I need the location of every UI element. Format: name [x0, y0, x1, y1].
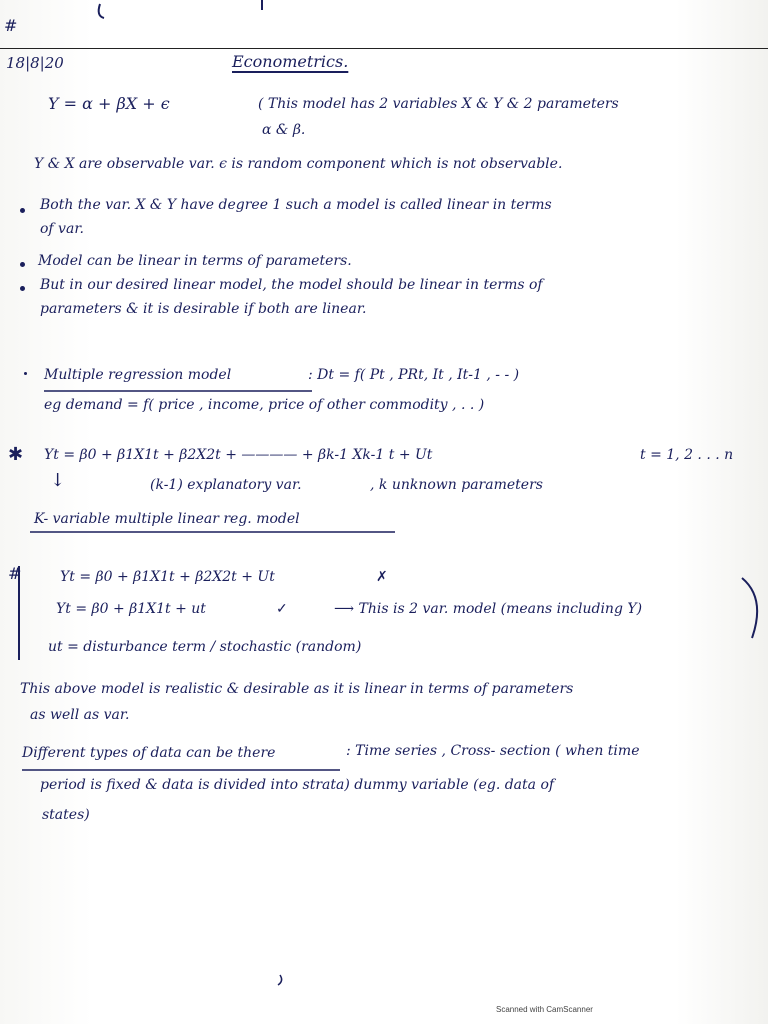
- explanatory-note: (k-1) explanatory var.: [150, 477, 302, 493]
- demand-example: eg demand = f( price , income, price of other commodity , . . ): [44, 397, 485, 413]
- disturbance-term: ut = disturbance term / stochastic (random): [48, 639, 362, 655]
- data-types-heading: Different types of data can be there: [22, 745, 276, 761]
- bullet-1-line2: of var.: [40, 221, 84, 237]
- model-note-line2: α & β.: [262, 122, 306, 138]
- realistic-line1: This above model is realistic & desirable as it is linear in terms of parameters: [20, 681, 574, 697]
- realistic-line2: as well as var.: [30, 707, 130, 723]
- page-date: 18|8|20: [6, 54, 64, 72]
- bullet-dot: [20, 262, 25, 267]
- data-types-line2: period is fixed & data is divided into strata) dummy variable (eg. data of: [40, 777, 555, 793]
- example-eq2: Yt = β0 + β1X1t + ut: [56, 601, 206, 617]
- k-variable-equation: Yt = β0 + β1X1t + β2X2t + ———— + βk-1 Xk-1 t + Ut: [44, 447, 433, 463]
- bullet-2-line1: Model can be linear in terms of parameters.: [38, 253, 352, 269]
- observability-note: Y & X are observable var. ϵ is random component which is not observable.: [34, 156, 563, 172]
- bullet-dot: [20, 286, 25, 291]
- multiple-regression-heading: Multiple regression model: [44, 367, 232, 383]
- data-types-line1: : Time series , Cross- section ( when time: [346, 743, 640, 759]
- check-mark-icon: ✓: [276, 601, 288, 617]
- page-title: Econometrics.: [232, 52, 349, 71]
- star-mark: ✱: [8, 444, 24, 465]
- model-note-line1: ( This model has 2 variables X & Y & 2 parameters: [258, 96, 619, 112]
- margin-mark: #: [4, 16, 18, 35]
- bullet-3-line2: parameters & it is desirable if both are linear.: [40, 301, 367, 317]
- example-eq1: Yt = β0 + β1X1t + β2X2t + Ut: [60, 569, 275, 585]
- base-equation: Y = α + βX + ϵ: [48, 94, 170, 113]
- bullet-dot: [20, 208, 25, 213]
- bullet-dot: [24, 372, 27, 375]
- two-var-note: ⟶ This is 2 var. model (means including Y): [334, 601, 643, 617]
- example-mark: #: [8, 564, 22, 583]
- cross-mark-icon: ✗: [376, 569, 388, 585]
- unknown-params-note: , k unknown parameters: [370, 477, 543, 493]
- t-range: t = 1, 2 . . . n: [640, 447, 734, 463]
- demand-formula: : Dt = f( Pt , PRt, It , It-1 , - - ): [308, 367, 520, 383]
- k-variable-title: K- variable multiple linear reg. model: [34, 511, 300, 527]
- bullet-1-line1: Both the var. X & Y have degree 1 such a model is called linear in terms: [40, 197, 552, 213]
- header-rule: [0, 48, 768, 49]
- scanner-watermark: Scanned with CamScanner: [496, 1005, 593, 1014]
- data-types-line3: states): [42, 807, 90, 823]
- bullet-3-line1: But in our desired linear model, the model should be linear in terms of: [40, 277, 543, 293]
- down-arrow-icon: ↓: [50, 470, 66, 491]
